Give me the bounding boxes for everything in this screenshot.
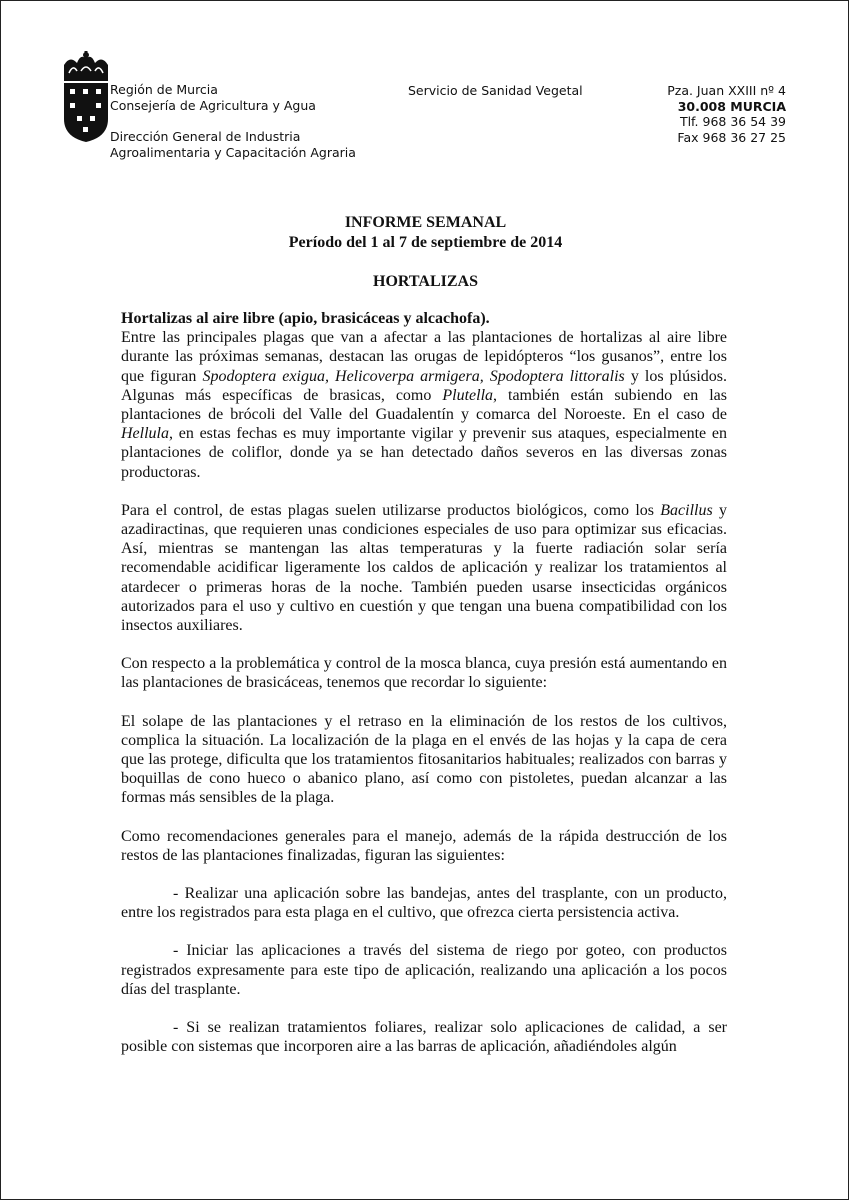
paragraph-recommendations: Como recomendaciones generales para el manejo, además de la rápida destrucción de los restos de las plantaciones finalizadas, figuran las siguientes: [121, 827, 727, 864]
address: Pza. Juan XXIII nº 4 [667, 83, 786, 98]
city: 30.008 MURCIA [677, 98, 786, 114]
report-period: Período del 1 al 7 de septiembre de 2014 [288, 234, 563, 251]
paragraph-control: Para el control, de estas plagas suelen utilizarse productos biológicos, como los Bacillus y azadiractinas, que requieren unas condiciones especiales de uso para optimizar sus eficacias. Así, mientras se mantengan las altas temperaturas y la fuerte radiación solar sería recomendable acidificar ligeramente los caldos de aplicación y realizar los tratamientos al atardecer o primeras horas de la noche. También pueden usarse insecticidas orgánicos autorizados para el uso y cultivo en cuestión y que tengan una buena compatibilidad con los insectos auxiliares. [121, 501, 728, 635]
species-names: Spodoptera exigua, Helicoverpa armigera, Spodoptera littoralis [202, 367, 625, 385]
header-organization [110, 82, 356, 160]
report-body [121, 309, 727, 1057]
fax: Fax 968 36 27 25 [677, 129, 786, 145]
subheading: Hortalizas al aire libre (apio, brasicáceas y alcachofa). [121, 310, 490, 327]
list-item: - Iniciar las aplicaciones a través del sistema de riego por goteo, con productos registrados expresamente para este tipo de aplicación, realizando una aplicación a los pocos días del trasplante. [121, 942, 727, 998]
header-contact [611, 83, 786, 145]
section-title: HORTALIZAS [373, 273, 478, 290]
list-item: - Realizar una aplicación sobre las bandejas, antes del trasplante, con un producto, entre los registrados para esta plaga en el cultivo, que ofrezca cierta persistencia activa. [121, 885, 727, 922]
paragraph-whitefly: Con respecto a la problemática y control de la mosca blanca, cuya presión está aumentando en las plantaciones de brasicáceas, tenemos que recordar lo siguiente: [121, 655, 727, 692]
region-name: Región de Murcia [110, 82, 218, 97]
hellula-name: Hellula [121, 425, 169, 443]
paragraph-pests: Entre las principales plagas que van a afectar a las plantaciones de hortalizas al aire libre durante las próximas semanas, destacan las orugas de lepidópteros “los gusanos”, entre los que figuran Spodoptera exigua, Helicoverpa armigera, Spodoptera littoralis y los plúsidos. Algunas más específicas de brasicas, como Plutella, también están subiendo en las plantaciones de brócoli del Valle del Guadalentín y comarca del Noroeste. En el caso de Hellula, en estas fechas es muy importante vigilar y prevenir sus ataques, especialmente en plantaciones de coliflor, donde ya se han detectado daños severos en las diversas zonas productoras. [121, 329, 727, 481]
region-murcia-coat-of-arms-logo [61, 51, 111, 143]
directorate-name-cont: Agroalimentaria y Capacitación Agraria [110, 144, 356, 160]
plutella-name: Plutella [442, 386, 494, 404]
paragraph-overlap: El solape de las plantaciones y el retraso en la eliminación de los restos de los cultivos, complica la situación. La localización de la plaga en el envés de las hojas y la capa de cera que las protege, dificulta que los tratamientos fitosanitarios habituales; realizados con barras y boquillas de cono hueco o abanico plano, así como con pistoletes, puedan alcanzar a las formas más sensibles de la plaga. [121, 712, 727, 807]
directorate-name: Dirección General de Industria [110, 129, 301, 144]
list-item: - Si se realizan tratamientos foliares, realizar solo aplicaciones de calidad, a ser posible con sistemas que incorporen aire a las barras de aplicación, añadiéndoles algún [121, 1019, 727, 1056]
department-name: Consejería de Agricultura y Agua [110, 97, 316, 113]
service-name: Servicio de Sanidad Vegetal [408, 83, 583, 98]
phone: Tlf. 968 36 54 39 [679, 114, 786, 129]
report-title: INFORME SEMANAL [344, 214, 507, 231]
bacillus-name: Bacillus [660, 501, 713, 519]
